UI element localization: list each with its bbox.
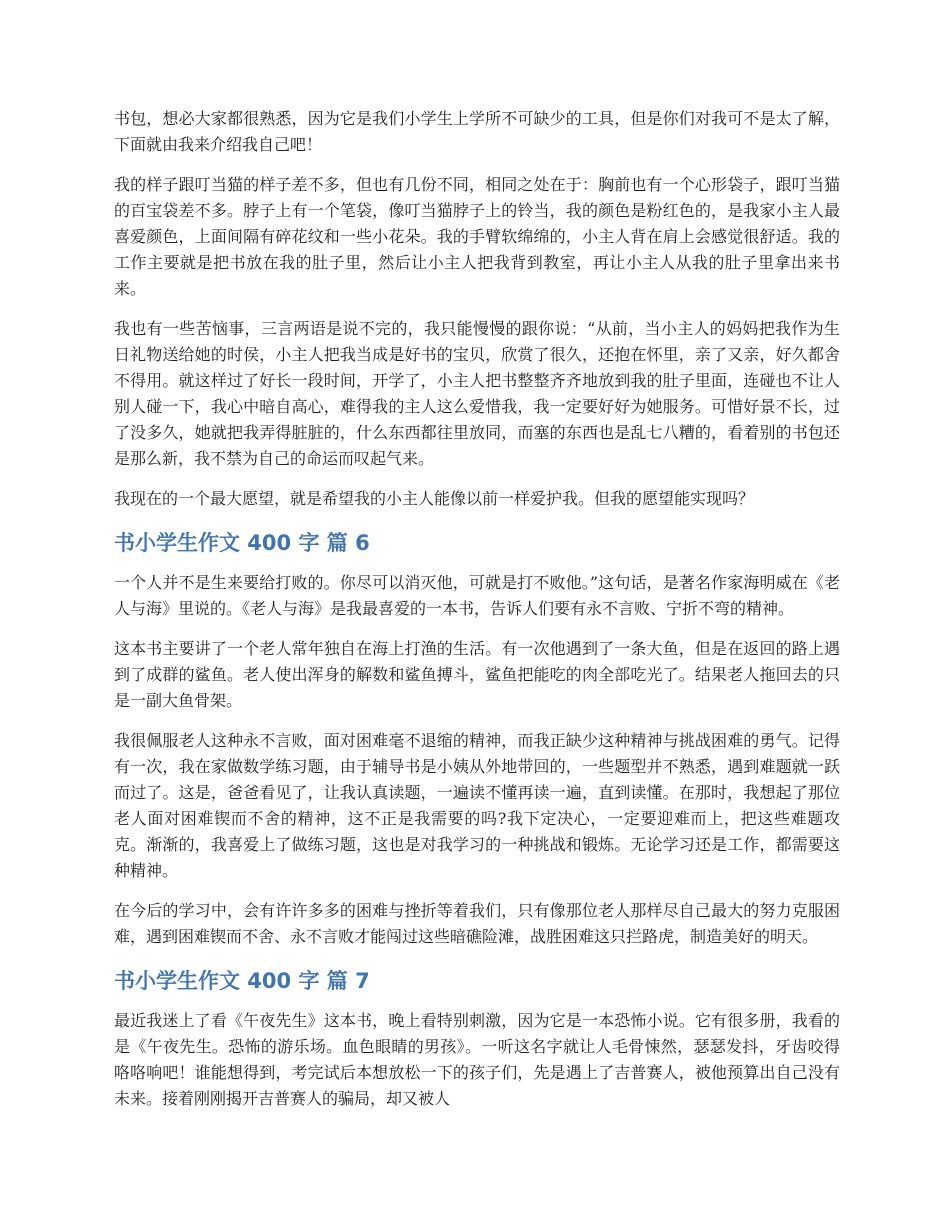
paragraph: 我很佩服老人这种永不言败，面对困难毫不退缩的精神，而我正缺少这种精神与挑战困难的勇气。记得有一次，我在家做数学练习题，由于辅导书是小姨从外地带回的，一些题型并不熟悉，遇到难题就一跃而过了。这是，爸爸看见了，让我认真读题，一遍读不懂再读一遍，直到读懂。在那时，我想起了那位老人面对困难锲而不舍的精神，这不正是我需要的吗?我下定决心，一定要迎难而上，把这些难题攻克。渐渐的，我喜爱上了做练习题，这也是对我学习的一种挑战和锻炼。无论学习还是工作，都需要这种精神。 <box>114 731 840 880</box>
section-heading: 书小学生作文 400 字 篇 6 <box>114 531 370 555</box>
paragraph: 书包，想必大家都很熟悉，因为它是我们小学生上学所不可缺少的工具，但是你们对我可不是太了解，下面就由我来介绍我自己吧！ <box>114 109 840 154</box>
paragraph: 在今后的学习中，会有许许多多的困难与挫折等着我们，只有像那位老人那样尽自己最大的努力克服困难，遇到困难锲而不舍、永不言败才能闯过这些暗礁险滩，战胜困难这只拦路虎，制造美好的明天。 <box>114 901 840 946</box>
paragraph: 这本书主要讲了一个老人常年独自在海上打渔的生活。有一次他遇到了一条大鱼，但是在返回的路上遇到了成群的鲨鱼。老人使出浑身的解数和鲨鱼搏斗，鲨鱼把能吃的肉全部吃光了。结果老人拖回去的只是一副大鱼骨架。 <box>114 639 840 710</box>
document-page <box>114 106 840 1126</box>
paragraph: 我的样子跟叮当猫的样子差不多，但也有几份不同，相同之处在于：胸前也有一个心形袋子，跟叮当猫的百宝袋差不多。脖子上有一个笔袋，像叮当猫脖子上的铃当，我的颜色是粉红色的，是我家小主人最喜爱颜色，上面间隔有碎花纹和一些小花朵。我的手臂软绵绵的，小主人背在肩上会感觉很舒适。我的工作主要就是把书放在我的肚子里，然后让小主人把我背到教室，再让小主人从我的肚子里拿出来书来。 <box>114 175 840 298</box>
paragraph: 我现在的一个最大愿望，就是希望我的小主人能像以前一样爱护我。但我的愿望能实现吗？ <box>114 489 755 508</box>
paragraph: 最近我迷上了看《午夜先生》这本书，晚上看特别刺激，因为它是一本恐怖小说。它有很多册，我看的是《午夜先生。恐怖的游乐场。血色眼睛的男孩》。一听这名字就让人毛骨悚然，瑟瑟发抖，牙齿咬得咯咯响吧！谁能想得到，考完试后本想放松一下的孩子们，先是遇上了吉普赛人，被他预算出自己没有未来。接着刚刚揭开吉普赛人的骗局，却又被人 <box>114 1011 840 1108</box>
section-heading: 书小学生作文 400 字 篇 7 <box>114 969 370 993</box>
paragraph: 我也有一些苦恼事，三言两语是说不完的，我只能慢慢的跟你说：“从前，当小主人的妈妈把我作为生日礼物送给她的时侯，小主人把我当成是好书的宝贝，欣赏了很久，还抱在怀里，亲了又亲，好久都舍不得用。就这样过了好长一段时间，开学了，小主人把书整整齐齐地放到我的肚子里面，连碰也不让人别人碰一下，我心中暗自高心，难得我的主人这么爱惜我，我一定要好好为她服务。可惜好景不长，过了没多久，她就把我弄得脏脏的，什么东西都往里放同，而塞的东西也是乱七八糟的，看着别的书包还是那么新，我不禁为自己的命运而叹起气来。 <box>114 319 840 468</box>
paragraph: 一个人并不是生来要给打败的。你尽可以消灭他，可就是打不败他。”这句话，是著名作家海明威在《老人与海》里说的。《老人与海》是我最喜爱的一本书，告诉人们要有永不言败、宁折不弯的精神。 <box>114 573 840 618</box>
